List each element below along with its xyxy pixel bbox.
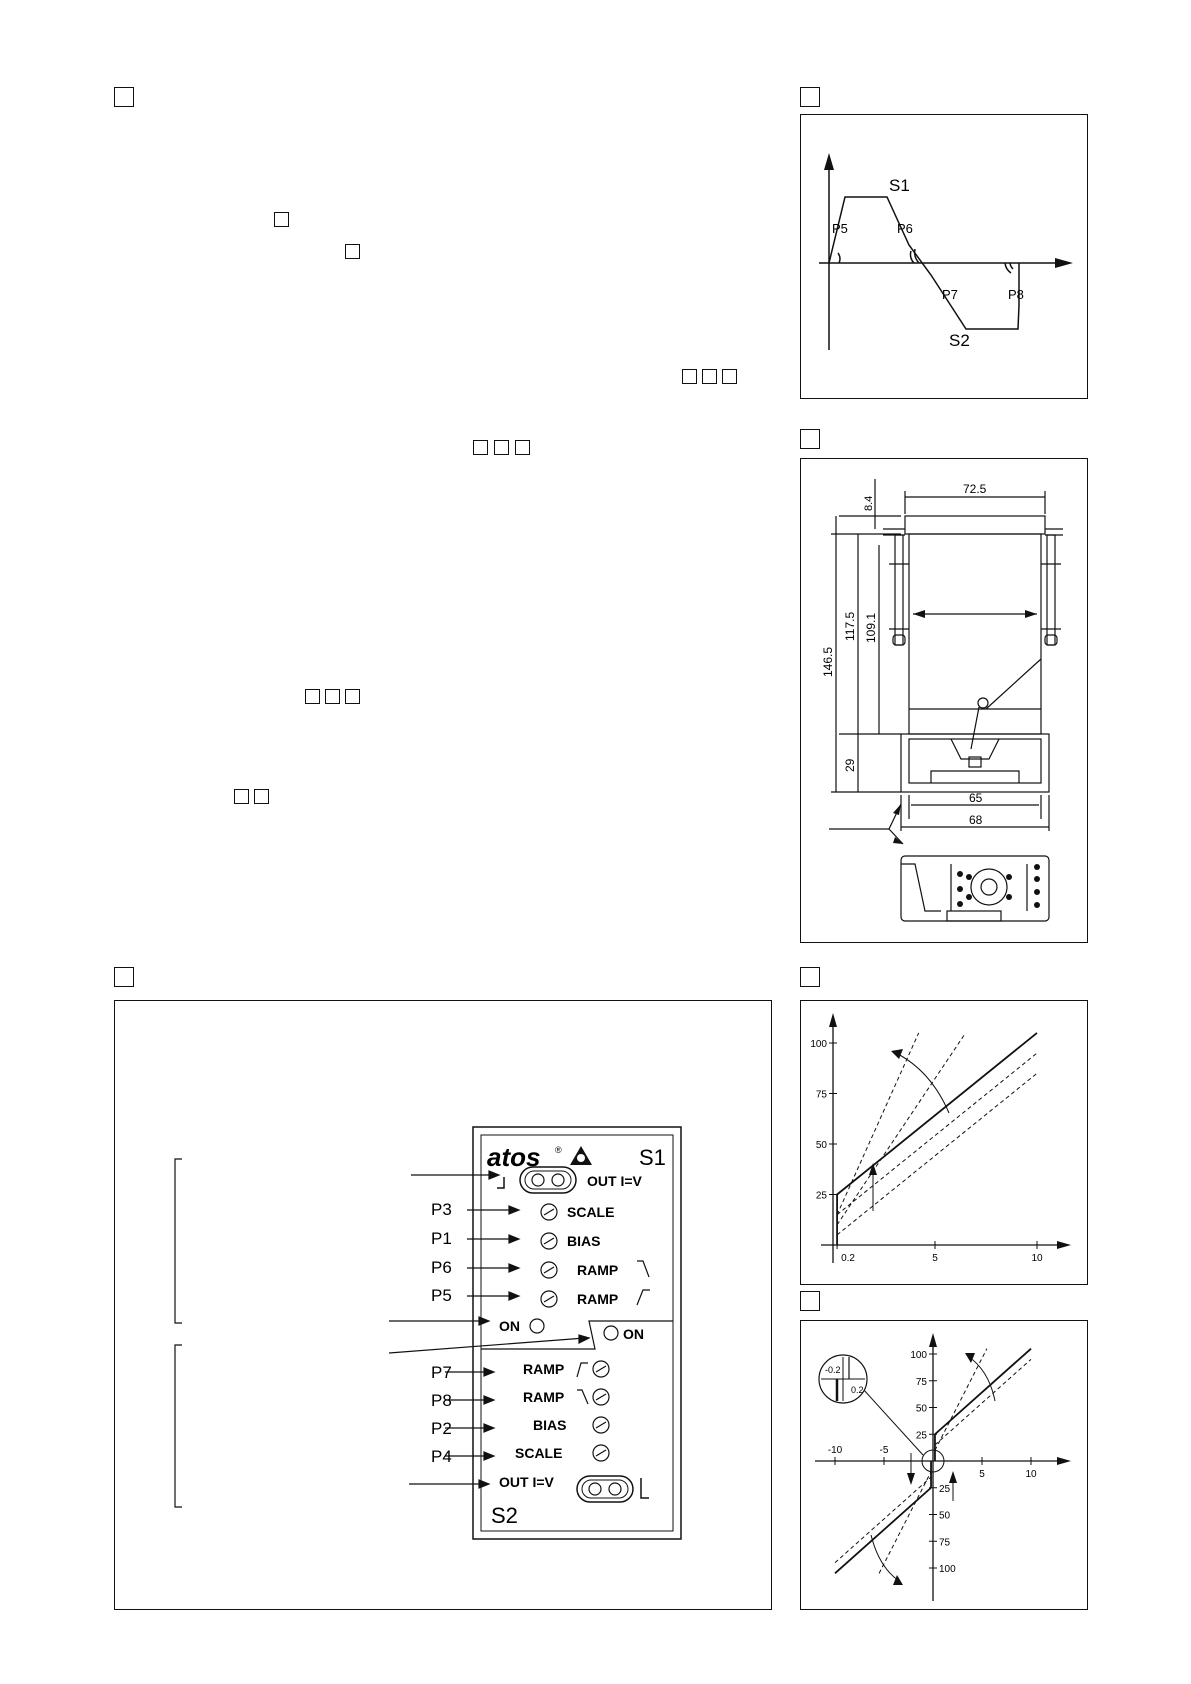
chart-1-panel (800, 1000, 1088, 1285)
pointer-label-p4: P4 (431, 1447, 452, 1466)
reference-box (722, 369, 737, 384)
x-tick-label: -5 (879, 1445, 889, 1456)
zoom-leader (863, 1389, 923, 1455)
y-tick-label: 100 (810, 1039, 827, 1050)
dimension-panel (800, 458, 1088, 943)
ramp-profile-panel (800, 114, 1088, 399)
label-s2: S2 (949, 331, 970, 350)
x-tick-label: 0.2 (841, 1253, 855, 1264)
scale-arrowhead (891, 1049, 903, 1059)
dim-body-height: 117.5 (843, 611, 857, 641)
label-p6: P6 (897, 221, 913, 236)
s1-out-label: OUT I=V (587, 1173, 642, 1189)
reference-box (234, 789, 249, 804)
x-tick-label: 5 (979, 1469, 985, 1480)
reference-box (494, 440, 509, 455)
bipolar-bias-scale-chart (801, 1321, 1089, 1611)
pointer-label-p3: P3 (431, 1200, 452, 1219)
y-axis-arrow (929, 1333, 937, 1347)
detail-label-negative: -0.2 (825, 1365, 841, 1375)
front-panel-drawing (115, 1001, 773, 1611)
reference-box (305, 689, 320, 704)
section-label-s1: S1 (639, 1145, 666, 1170)
series-line-dashed (935, 1349, 987, 1451)
section-marker-1 (114, 87, 134, 107)
section-marker-4 (114, 967, 134, 987)
section-marker-6 (800, 1291, 820, 1311)
reference-box (274, 212, 289, 227)
reference-box (325, 689, 340, 704)
series-line (837, 1033, 1037, 1195)
x-axis-arrow (1057, 1457, 1071, 1465)
reference-box (254, 789, 269, 804)
reference-box (682, 369, 697, 384)
pointer-label-p8: P8 (431, 1391, 452, 1410)
section-marker-3 (800, 429, 820, 449)
reference-box (702, 369, 717, 384)
scale-arc (896, 1053, 949, 1113)
y-tick-label: 25 (939, 1483, 951, 1495)
pointer-label-p5: P5 (431, 1286, 452, 1305)
y-tick-label: 75 (915, 1376, 927, 1388)
dim-base-outer-width: 68 (969, 813, 983, 827)
s1-scale-label: SCALE (567, 1204, 615, 1220)
series-line-dashed (837, 1073, 1037, 1235)
reference-box (515, 440, 530, 455)
y-tick-label: 50 (815, 1140, 827, 1151)
label-s1: S1 (889, 176, 910, 195)
s2-scale-label: SCALE (515, 1445, 563, 1461)
reference-box (345, 689, 360, 704)
dim-top-width: 72.5 (963, 482, 987, 496)
y-axis-arrow (829, 1013, 837, 1027)
y-tick-label: 75 (939, 1537, 951, 1549)
ramp-profile-diagram (801, 115, 1089, 400)
y-tick-label: 25 (915, 1430, 927, 1442)
s2-ramp-up-label: RAMP (523, 1361, 565, 1377)
bias-scale-chart (801, 1001, 1089, 1286)
scale-arc-upper (969, 1357, 995, 1401)
detail-label-positive: 0.2 (851, 1385, 864, 1395)
series-line-dashed (879, 1472, 931, 1574)
s1-bias-label: BIAS (567, 1233, 601, 1249)
pointer-label-p7: P7 (431, 1363, 452, 1382)
pointer-label-p6: P6 (431, 1258, 452, 1277)
reference-box (345, 244, 360, 259)
pointer-label-p1: P1 (431, 1229, 452, 1248)
dim-flange: 8.4 (863, 495, 875, 511)
series-line-dashed (837, 1033, 966, 1225)
x-tick-label: 10 (1031, 1253, 1043, 1264)
y-tick-label: 100 (939, 1564, 956, 1575)
series-line-dashed (935, 1359, 1031, 1445)
bias-arrowhead-up (949, 1471, 957, 1483)
series-line-dashed (837, 1033, 919, 1215)
series-line-dashed (835, 1477, 931, 1563)
x-tick-label: 10 (1025, 1469, 1037, 1480)
label-p5: P5 (832, 221, 848, 236)
section-label-s2: S2 (491, 1503, 518, 1528)
s1-ramp-down-label: RAMP (577, 1262, 619, 1278)
y-tick-label: 50 (915, 1403, 927, 1415)
s1-ramp-up-label: RAMP (577, 1291, 619, 1307)
label-p7: P7 (942, 287, 958, 302)
brand-logo: atos (487, 1142, 541, 1172)
section-marker-5 (800, 967, 820, 987)
front-panel-section (114, 1000, 772, 1610)
dim-base-inner-width: 65 (969, 791, 983, 805)
s1-on-label: ON (499, 1318, 520, 1334)
y-tick-label: 100 (910, 1350, 927, 1361)
series-line-dashed (837, 1053, 1037, 1215)
s2-bias-label: BIAS (533, 1417, 567, 1433)
s2-ramp-down-label: RAMP (523, 1389, 565, 1405)
chart-2-panel (800, 1320, 1088, 1610)
brand-registered-mark: ® (555, 1145, 562, 1155)
x-axis-arrow (1057, 1241, 1071, 1249)
reference-box (473, 440, 488, 455)
y-tick-label: 50 (939, 1510, 951, 1522)
y-tick-label: 75 (815, 1089, 827, 1101)
y-tick-label: 25 (815, 1190, 827, 1202)
scale-arrowhead-upper (965, 1353, 975, 1363)
pointer-label-p2: P2 (431, 1419, 452, 1438)
x-tick-label: 5 (932, 1253, 938, 1264)
dim-base-height: 29 (843, 758, 857, 772)
bias-arrowhead (869, 1163, 877, 1175)
s2-out-label: OUT I=V (499, 1474, 554, 1490)
series-line (935, 1349, 1031, 1435)
scale-arrowhead-lower (893, 1575, 903, 1585)
dim-inner-height: 109.1 (864, 612, 878, 643)
s2-on-label: ON (623, 1326, 644, 1342)
series-line (835, 1488, 931, 1574)
x-tick-label: -10 (827, 1445, 843, 1456)
label-p8: P8 (1008, 287, 1024, 302)
dim-total-height: 146.5 (821, 646, 835, 677)
bias-arrowhead-down (907, 1473, 915, 1485)
dimension-drawing (801, 459, 1089, 944)
section-marker-2 (800, 87, 820, 107)
